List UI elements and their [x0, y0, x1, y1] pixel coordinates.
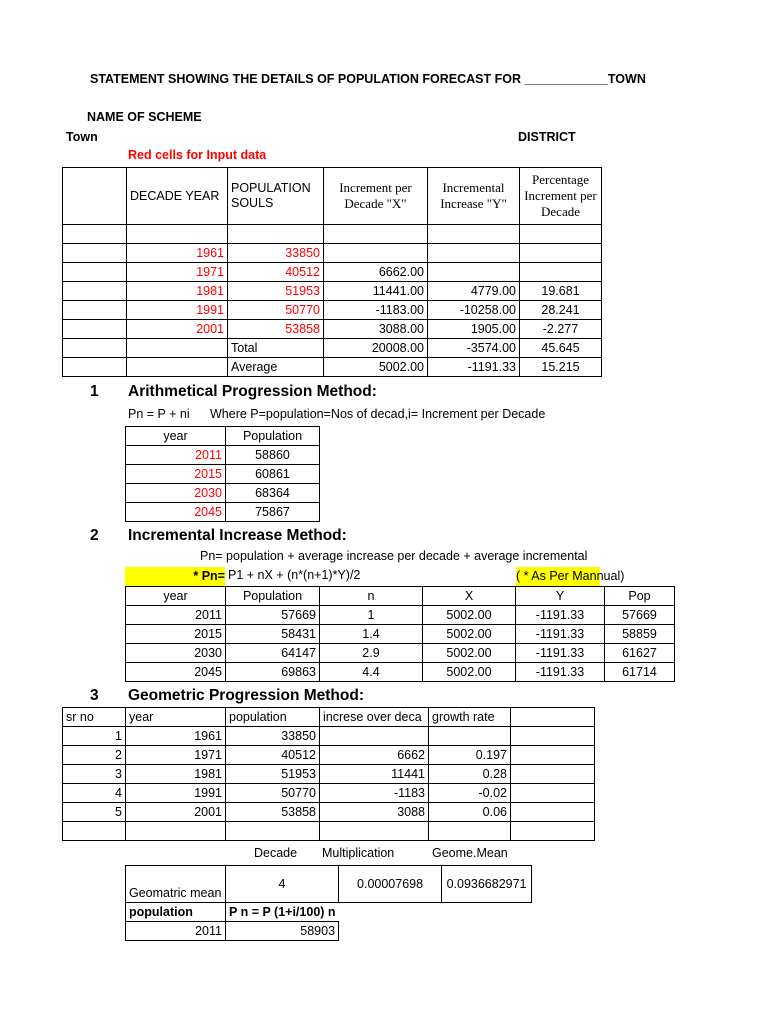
table-row: 2030 64147 2.9 5002.00 -1191.33 61627 [126, 644, 675, 663]
header-percentage: Percentage Increment per Decade [520, 168, 602, 225]
geometric-mean-table [125, 865, 532, 941]
total-row: Total 20008.00 -3574.00 45.645 [63, 339, 602, 358]
decade-label: Decade [254, 846, 298, 860]
method2-formula-line2: P1 + nX + (n*(n+1)*Y)/2 [228, 568, 361, 582]
input-note: Red cells for Input data [128, 148, 267, 162]
blank-row [63, 822, 595, 841]
table-row: 1 1961 33850 [63, 727, 595, 746]
method1-formula: Pn = P + ni [128, 407, 190, 421]
table-row: 2011 57669 1 5002.00 -1191.33 57669 [126, 606, 675, 625]
incremental-table [125, 586, 675, 682]
population-formula-row: population P n = P (1+i/100) n [126, 903, 532, 922]
table-row: 2015 60861 [126, 465, 320, 484]
header-incremental: Incremental Increase "Y" [428, 168, 520, 225]
table-row: 2001 53858 3088.00 1905.00 -2.277 [63, 320, 602, 339]
arithmetic-table [125, 426, 320, 522]
header-year: year [126, 427, 226, 446]
geometric-mean-row: Geomatric mean 4 0.00007698 0.0936682971 [126, 866, 532, 903]
geome-mean-label: Geome.Mean [432, 846, 508, 860]
blank-cell [63, 168, 127, 225]
method3-title: Geometric Progression Method: [128, 687, 364, 704]
multiplication-label: Multiplication [322, 846, 395, 860]
table-row: 2045 75867 [126, 503, 320, 522]
method1-title: Arithmetical Progression Method: [128, 383, 377, 400]
table-row: 1981 51953 11441.00 4779.00 19.681 [63, 282, 602, 301]
town-label: Town [66, 130, 98, 144]
table-header-row: year Population n X Y Pop [126, 587, 675, 606]
table-row: 2011 58860 [126, 446, 320, 465]
header-population: POPULATION SOULS [228, 168, 324, 225]
method1-formula-note: Where P=population=Nos of decad,i= Increment per Decade [210, 407, 546, 421]
table-row: 2015 58431 1.4 5002.00 -1191.33 58859 [126, 625, 675, 644]
geometric-table [62, 707, 595, 841]
district-label: DISTRICT [518, 130, 576, 144]
method2-note: ( * As Per Mannual) [516, 567, 624, 586]
average-row: Average 5002.00 -1191.33 15.215 [63, 358, 602, 377]
table-row: 2030 68364 [126, 484, 320, 503]
population-data-table [62, 167, 602, 377]
result-row: 2011 58903 [126, 922, 532, 941]
table-row: 3 1981 51953 11441 0.28 [63, 765, 595, 784]
header-population: Population [226, 427, 320, 446]
scheme-label: NAME OF SCHEME [87, 110, 202, 124]
method2-formula-label: * Pn= [125, 567, 225, 586]
method2-formula-line1: Pn= population + average increase per decade + average incremental [200, 549, 588, 563]
blank-row [63, 225, 602, 244]
table-row: 1991 50770 -1183.00 -10258.00 28.241 [63, 301, 602, 320]
table-row: 2 1971 40512 6662 0.197 [63, 746, 595, 765]
table-row: 4 1991 50770 -1183 -0.02 [63, 784, 595, 803]
table-row: 1961 33850 [63, 244, 602, 263]
table-row: 1971 40512 6662.00 [63, 263, 602, 282]
method3-number: 3 [90, 687, 99, 704]
table-row: 2045 69863 4.4 5002.00 -1191.33 61714 [126, 663, 675, 682]
table-row: 5 2001 53858 3088 0.06 [63, 803, 595, 822]
method2-title: Incremental Increase Method: [128, 527, 347, 544]
method2-number: 2 [90, 527, 99, 544]
method1-number: 1 [90, 383, 99, 400]
header-increment: Increment per Decade "X" [324, 168, 428, 225]
header-decade-year: DECADE YEAR [127, 168, 228, 225]
table-header-row: sr no year population increse over deca growth rate [63, 708, 595, 727]
document-title: STATEMENT SHOWING THE DETAILS OF POPULATION FORECAST FOR ____________TOWN [90, 72, 646, 86]
